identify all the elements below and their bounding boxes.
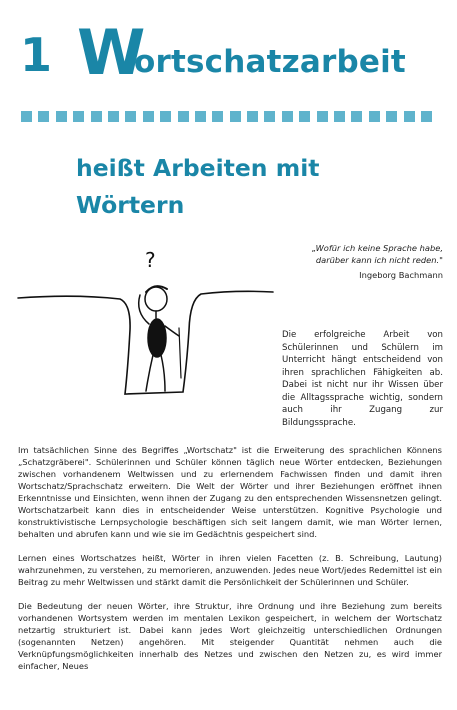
paragraph: Die Bedeutung der neuen Wörter, ihre Struktur, ihre Ordnung und ihre Beziehung zum bereits vorhandenen Wortsystem werden im mentalen Lexikon gespeichert, in welchem der Wortschatz netzartig strukturiert ist. Dabei kann jedes Wort gleichzeitig unterschiedlichen Ordnungen (sogenannten Netzen) angehören. Mit steigender Quantität nehmen auch die Verknüpfungsmöglichkeiten innerhalb des Netzes und zwischen den Netzen zu, es wird immer einfacher, Neues — [18, 601, 442, 671]
divider-square — [56, 111, 67, 122]
divider-square — [178, 111, 189, 122]
divider-square — [421, 111, 432, 122]
digger-figure — [139, 286, 181, 391]
chapter-title-initial: W — [77, 16, 146, 89]
divider-square — [386, 111, 397, 122]
dotted-divider — [21, 111, 432, 122]
divider-square — [282, 111, 293, 122]
divider-square — [404, 111, 415, 122]
divider-square — [91, 111, 102, 122]
divider-square — [143, 111, 154, 122]
subtitle-line-1: heißt Arbeiten mit — [76, 154, 320, 182]
divider-square — [21, 111, 32, 122]
quote-author: Ingeborg Bachmann — [359, 270, 443, 280]
chapter-number: 1 — [20, 28, 53, 82]
divider-square — [369, 111, 380, 122]
body-text — [18, 444, 442, 684]
divider-square — [195, 111, 206, 122]
epigraph — [312, 243, 443, 282]
divider-square — [125, 111, 136, 122]
divider-square — [317, 111, 328, 122]
chapter-title-rest: ortschatzarbeit — [134, 44, 406, 80]
subtitle-line-2: Wörtern — [76, 191, 185, 219]
pit-outline — [18, 291, 273, 394]
divider-square — [38, 111, 49, 122]
paragraph: Lernen eines Wortschatzes heißt, Wörter in ihren vielen Facetten (z. B. Schreibung, Lautung) wahrzunehmen, zu verstehen, zu memorieren, anzuwenden. Jedes neue Wort/jedes Redemittel ist ein Beitrag zu mehr Weltwissen und stärkt damit die Persönlichkeit der Schülerinnen und Schüler. — [18, 553, 442, 587]
divider-square — [351, 111, 362, 122]
paragraph: Im tatsächlichen Sinne des Begriffes „Wortschatz" ist die Erweiterung des sprachlichen Könnens „Schatzgräberei". Schülerinnen und Schüler können täglich neue Wörter entdecken, Beziehungen zwischen vorhandenem Weltwissen und zu erlernendem Fachwissen finden und damit ihren Wortschatz/Sprachschatz erweitern. Die Welt der Wörter und ihrer Beziehungen eröffnet ihnen Erkenntnisse und Einsichten, wenn ihnen der Zugang zu den entsprechenden Wissensnetzen gelingt. Wortschatzarbeit kann dies in entscheidender Weise unterstützen. Kognitive Psychologie und konstruktivistische Lernpsychologie beschäftigen sich seit langem damit, wie man Wörter lernen, behalten und abrufen kann und wie sie im Gedächtnis gespeichert sind. — [18, 445, 442, 539]
treasure-digger-illustration — [15, 242, 277, 402]
quote-line-1: „Wofür ich keine Sprache habe, — [311, 243, 443, 253]
divider-square — [247, 111, 258, 122]
divider-square — [73, 111, 84, 122]
divider-square — [160, 111, 171, 122]
quote-line-2: darüber kann ich nicht reden." — [315, 254, 443, 265]
question-mark-icon: ? — [145, 248, 156, 272]
subtitle — [76, 150, 320, 224]
intro-text: Die erfolgreiche Arbeit von Schülerinnen und Schülern im Unterricht hängt entscheidend von ihren sprachlichen Fähigkeiten ab. Dabei ist nicht nur ihr Wissen über die Alltagssprache wichtig, sondern auch ihr Zugang zur Bildungssprache. — [282, 330, 443, 428]
divider-square — [108, 111, 119, 122]
divider-square — [299, 111, 310, 122]
divider-square — [212, 111, 223, 122]
divider-square — [264, 111, 275, 122]
divider-square — [230, 111, 241, 122]
divider-square — [334, 111, 345, 122]
